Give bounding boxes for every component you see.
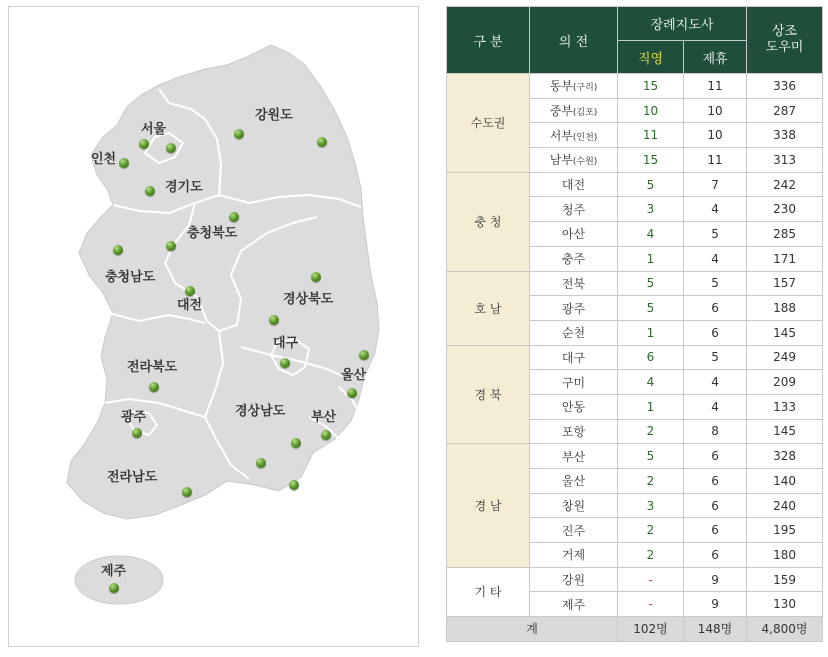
group-label: 경 남 — [447, 444, 530, 567]
partner-cell: 4 — [684, 370, 747, 395]
table-row — [447, 567, 823, 592]
region-label-gyeonggi: 경기도 — [165, 180, 203, 195]
hall-cell: 구미 — [530, 370, 618, 395]
helper-cell: 285 — [747, 222, 823, 247]
location-pin[interactable] — [291, 438, 301, 448]
direct-cell: 5 — [618, 444, 684, 469]
location-pin[interactable] — [113, 245, 123, 255]
location-pin[interactable] — [317, 137, 327, 147]
helper-cell: 180 — [747, 543, 823, 568]
partner-cell: 11 — [684, 74, 747, 99]
direct-cell: 6 — [618, 345, 684, 370]
location-pin[interactable] — [234, 129, 244, 139]
total-partner: 148명 — [684, 617, 747, 642]
direct-cell: - — [618, 567, 684, 592]
helper-cell: 242 — [747, 172, 823, 197]
hall-sub: (수원) — [572, 157, 598, 168]
direct-cell: 1 — [618, 246, 684, 271]
hall-cell — [530, 98, 618, 123]
region-label-chungbuk: 충청북도 — [187, 226, 238, 241]
direct-cell: 15 — [618, 74, 684, 99]
location-pin[interactable] — [109, 583, 119, 593]
location-pin[interactable] — [347, 388, 357, 398]
partner-cell: 10 — [684, 123, 747, 148]
location-pin[interactable] — [182, 487, 192, 497]
direct-cell: - — [618, 592, 684, 617]
location-pin[interactable] — [321, 430, 331, 440]
group-label: 수도권 — [447, 74, 530, 173]
partner-cell: 6 — [684, 493, 747, 518]
hall-cell — [530, 74, 618, 99]
hall-cell: 순천 — [530, 320, 618, 345]
helper-cell: 240 — [747, 493, 823, 518]
direct-cell: 5 — [618, 271, 684, 296]
helper-cell: 145 — [747, 419, 823, 444]
direct-cell: 2 — [618, 518, 684, 543]
location-pin[interactable] — [256, 458, 266, 468]
region-label-jeonnam: 전라남도 — [107, 470, 158, 485]
hall-name: 남부 — [549, 153, 573, 168]
region-label-chungnam: 충청남도 — [105, 270, 156, 285]
korea-map-panel — [8, 6, 419, 647]
table-header — [447, 7, 823, 74]
table-row — [447, 271, 823, 296]
region-label-jeonbuk: 전라북도 — [127, 360, 178, 375]
partner-cell: 6 — [684, 543, 747, 568]
hall-cell: 울산 — [530, 469, 618, 494]
partner-cell: 7 — [684, 172, 747, 197]
hall-cell: 부산 — [530, 444, 618, 469]
helper-cell: 133 — [747, 394, 823, 419]
hall-cell: 대구 — [530, 345, 618, 370]
header-partner: 제휴 — [684, 41, 747, 74]
hall-cell: 거제 — [530, 543, 618, 568]
hall-sub: (김포) — [572, 108, 598, 119]
total-direct: 102명 — [618, 617, 684, 642]
table-body — [447, 74, 823, 642]
partner-cell: 6 — [684, 320, 747, 345]
region-label-incheon: 인천 — [91, 152, 117, 167]
region-label-daejeon: 대전 — [177, 298, 203, 313]
direct-cell: 10 — [618, 98, 684, 123]
hall-cell: 안동 — [530, 394, 618, 419]
helper-cell: 130 — [747, 592, 823, 617]
hall-cell: 대전 — [530, 172, 618, 197]
direct-cell: 2 — [618, 419, 684, 444]
partner-cell: 4 — [684, 246, 747, 271]
hall-cell: 광주 — [530, 296, 618, 321]
region-label-gyeongbuk: 경상북도 — [283, 292, 334, 307]
region-label-ulsan: 울산 — [341, 368, 367, 383]
hall-cell: 창원 — [530, 493, 618, 518]
hall-cell: 제주 — [530, 592, 618, 617]
hall-name: 중부 — [549, 104, 573, 119]
partner-cell: 9 — [684, 567, 747, 592]
direct-cell: 3 — [618, 493, 684, 518]
header-direct: 직영 — [618, 41, 684, 74]
funeral-staff-table — [446, 6, 823, 642]
partner-cell: 5 — [684, 222, 747, 247]
header-category: 구 분 — [447, 7, 530, 74]
location-pin[interactable] — [229, 212, 239, 222]
partner-cell: 11 — [684, 148, 747, 173]
location-pin[interactable] — [166, 143, 176, 153]
header-hall: 의 전 — [530, 7, 618, 74]
location-pin[interactable] — [269, 315, 279, 325]
helper-cell: 287 — [747, 98, 823, 123]
direct-cell: 1 — [618, 320, 684, 345]
partner-cell: 4 — [684, 394, 747, 419]
location-pin[interactable] — [139, 139, 149, 149]
helper-cell: 195 — [747, 518, 823, 543]
helper-cell: 313 — [747, 148, 823, 173]
partner-cell: 8 — [684, 419, 747, 444]
hall-sub: (구리) — [572, 83, 598, 94]
hall-cell — [530, 123, 618, 148]
total-helper: 4,800명 — [747, 617, 823, 642]
partner-cell: 9 — [684, 592, 747, 617]
direct-cell: 5 — [618, 172, 684, 197]
hall-cell: 진주 — [530, 518, 618, 543]
region-label-busan: 부산 — [311, 410, 337, 425]
hall-cell: 아산 — [530, 222, 618, 247]
direct-cell: 11 — [618, 123, 684, 148]
region-label-gyeongnam: 경상남도 — [235, 404, 286, 419]
partner-cell: 10 — [684, 98, 747, 123]
korea-map — [9, 7, 420, 648]
table-row — [447, 444, 823, 469]
header-director: 장례지도사 — [618, 7, 747, 41]
helper-cell: 249 — [747, 345, 823, 370]
helper-cell: 145 — [747, 320, 823, 345]
partner-cell: 6 — [684, 518, 747, 543]
group-label: 경 북 — [447, 345, 530, 444]
direct-cell: 4 — [618, 370, 684, 395]
helper-cell: 230 — [747, 197, 823, 222]
total-label: 계 — [447, 617, 618, 642]
helper-cell: 171 — [747, 246, 823, 271]
location-pin[interactable] — [149, 382, 159, 392]
helper-cell: 328 — [747, 444, 823, 469]
group-label: 충 청 — [447, 172, 530, 271]
hall-cell: 포항 — [530, 419, 618, 444]
hall-name: 동부 — [549, 79, 573, 94]
hall-cell — [530, 148, 618, 173]
partner-cell: 6 — [684, 469, 747, 494]
partner-cell: 5 — [684, 345, 747, 370]
location-pin[interactable] — [166, 241, 176, 251]
region-label-daegu: 대구 — [273, 336, 299, 351]
table-row — [447, 74, 823, 99]
helper-cell: 209 — [747, 370, 823, 395]
hall-name: 서부 — [549, 128, 573, 143]
helper-cell: 159 — [747, 567, 823, 592]
helper-cell: 188 — [747, 296, 823, 321]
region-label-gangwon: 강원도 — [255, 108, 293, 123]
helper-cell: 338 — [747, 123, 823, 148]
partner-cell: 4 — [684, 197, 747, 222]
helper-cell: 336 — [747, 74, 823, 99]
direct-cell: 2 — [618, 543, 684, 568]
hall-cell: 청주 — [530, 197, 618, 222]
location-pin[interactable] — [280, 358, 290, 368]
location-pin[interactable] — [311, 272, 321, 282]
location-pin[interactable] — [132, 428, 142, 438]
region-label-gwangju: 광주 — [121, 410, 147, 425]
table-row — [447, 345, 823, 370]
partner-cell: 6 — [684, 444, 747, 469]
direct-cell: 2 — [618, 469, 684, 494]
header-helper: 상조 도우미 — [747, 7, 823, 74]
direct-cell: 5 — [618, 296, 684, 321]
location-pin[interactable] — [185, 286, 195, 296]
direct-cell: 3 — [618, 197, 684, 222]
location-pin[interactable] — [289, 480, 299, 490]
location-pin[interactable] — [145, 186, 155, 196]
hall-cell: 충주 — [530, 246, 618, 271]
helper-cell: 140 — [747, 469, 823, 494]
table-row — [447, 172, 823, 197]
hall-sub: (인천) — [572, 132, 598, 143]
direct-cell: 15 — [618, 148, 684, 173]
helper-cell: 157 — [747, 271, 823, 296]
total-row — [447, 617, 823, 642]
direct-cell: 1 — [618, 394, 684, 419]
region-label-jeju: 제주 — [101, 564, 127, 579]
group-label: 호 남 — [447, 271, 530, 345]
direct-cell: 4 — [618, 222, 684, 247]
hall-cell: 강원 — [530, 567, 618, 592]
partner-cell: 6 — [684, 296, 747, 321]
partner-cell: 5 — [684, 271, 747, 296]
region-label-seoul: 서울 — [141, 122, 167, 137]
location-pin[interactable] — [119, 158, 129, 168]
hall-cell: 전북 — [530, 271, 618, 296]
group-label: 기 타 — [447, 567, 530, 616]
location-pin[interactable] — [359, 350, 369, 360]
